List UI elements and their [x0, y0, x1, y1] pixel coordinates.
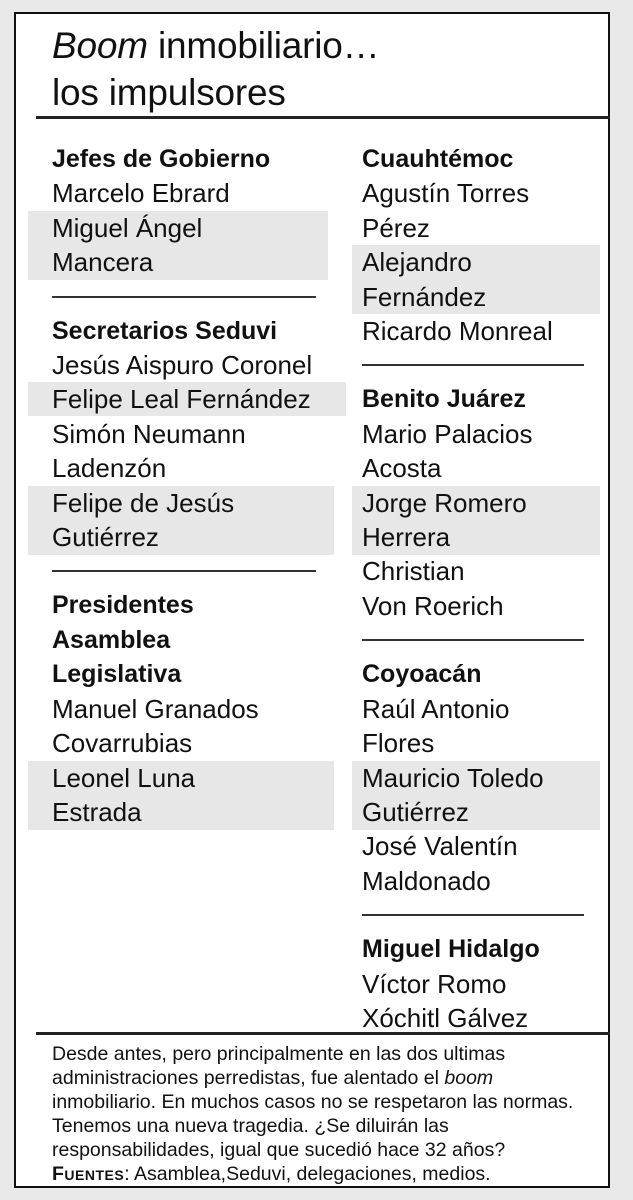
section-title-line: Asamblea — [52, 625, 171, 654]
name-item: Xóchitl Gálvez — [362, 1002, 529, 1033]
headline-rest: inmobiliario… — [147, 25, 380, 66]
infographic-card — [14, 12, 610, 1188]
name-item: Pérez — [362, 212, 430, 243]
name-item: Herrera — [362, 522, 451, 553]
footer-text — [52, 1042, 592, 1186]
footer-text-italic: boom — [444, 1067, 494, 1089]
name-item: Víctor Romo — [362, 968, 507, 999]
headline — [52, 22, 379, 116]
section-divider — [52, 570, 316, 572]
name-item: Raúl Antonio — [362, 693, 510, 724]
name-item: Ricardo Monreal — [362, 316, 553, 347]
name-item: Jesús Aispuro Coronel — [52, 350, 313, 381]
section-divider — [362, 914, 584, 916]
name-item: Agustín Torres — [362, 178, 530, 209]
name-item: Fernández — [362, 281, 487, 312]
sources-line — [52, 1162, 592, 1186]
section-title-benito-juarez: Benito Juárez — [362, 385, 526, 414]
section-title-line: Presidentes — [52, 591, 194, 620]
name-item: Leonel Luna — [52, 762, 196, 793]
name-item: Gutiérrez — [362, 796, 469, 827]
name-item: Christian — [362, 556, 465, 587]
sources-label: Fuentes — [52, 1163, 125, 1185]
name-item: Manuel Granados — [52, 693, 259, 724]
footer-text-part: inmobiliario. En muchos casos no se respetaron las normas. Tenemos una nueva tragedia. ¿Se diluirán las responsabilidades, igual que sucedió hace 32 años? — [52, 1091, 574, 1161]
name-item: Covarrubias — [52, 728, 193, 759]
section-divider — [362, 639, 584, 641]
name-item: Estrada — [52, 796, 142, 827]
section-title-cuauhtemoc: Cuauhtémoc — [362, 145, 514, 173]
section-title-line: Legislativa — [52, 660, 182, 689]
name-item: Flores — [362, 728, 435, 759]
footer-text-part: Desde antes, pero principalmente en las dos ultimas administraciones perredistas, fue alentado el — [52, 1043, 506, 1089]
name-item: Felipe de Jesús — [52, 487, 235, 518]
section-divider — [52, 296, 316, 298]
name-item: Gutiérrez — [52, 522, 159, 553]
section-title-jefes: Jefes de Gobierno — [52, 145, 271, 173]
section-title-seduvi: Secretarios Seduvi — [52, 316, 278, 345]
headline-line-2: los impulsores — [52, 72, 286, 113]
left-column — [52, 142, 342, 829]
headline-line-1 — [52, 22, 379, 69]
name-item: Marcelo Ebrard — [52, 178, 230, 209]
name-item: Mauricio Toledo — [362, 762, 544, 793]
name-item: Mario Palacios — [362, 418, 533, 449]
name-item: Alejandro — [362, 247, 472, 278]
name-item: Mancera — [52, 247, 154, 278]
name-item: Maldonado — [362, 865, 491, 896]
name-item: Von Roerich — [362, 590, 504, 621]
top-divider — [36, 116, 610, 119]
name-item: Felipe Leal Fernández — [52, 384, 311, 415]
name-item: Simón Neumann — [52, 418, 246, 449]
section-divider — [362, 364, 584, 366]
name-item: José Valentín — [362, 831, 518, 862]
section-title-miguel-hidalgo: Miguel Hidalgo — [362, 935, 540, 964]
sources-text: : Asamblea,Seduvi, delegaciones, medios. — [124, 1163, 491, 1185]
name-item: Ladenzón — [52, 453, 167, 484]
section-title-coyoacan: Coyoacán — [362, 660, 482, 689]
section-title-asamblea — [52, 588, 342, 691]
name-item: Jorge Romero — [362, 487, 527, 518]
headline-italic: Boom — [52, 25, 148, 66]
name-item: Acosta — [362, 453, 442, 484]
name-item: Miguel Ángel — [52, 212, 203, 243]
right-column — [362, 142, 612, 1035]
